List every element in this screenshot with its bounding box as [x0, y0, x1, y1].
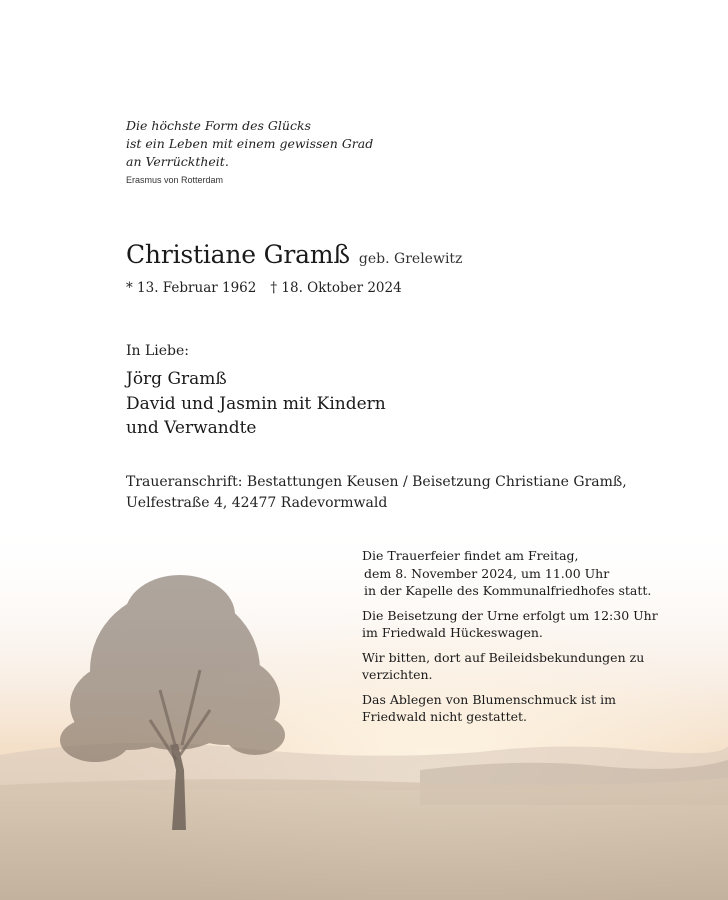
mourner-name: David und Jasmin mit Kindern [126, 393, 386, 414]
quote-author: Erasmus von Rotterdam [126, 175, 224, 185]
urn-burial-paragraph [362, 607, 662, 642]
address-line: Traueranschrift: Bestattungen Keusen / Beisetzung Christiane Gramß, [126, 474, 627, 490]
service-line: in der Kapelle des Kommunalfriedhofes statt. [364, 583, 652, 598]
condolence-paragraph [362, 649, 662, 684]
mourner-name: und Verwandte [126, 418, 257, 438]
mourners-list [126, 367, 386, 441]
service-line: Die Trauerfeier findet am Freitag, [362, 548, 579, 563]
service-line: Friedwald nicht gestattet. [362, 709, 527, 724]
mourner-name: Jörg Gramß [126, 369, 227, 389]
service-line: verzichten. [362, 667, 433, 682]
deceased-name-line [126, 240, 462, 269]
maiden-name: geb. Grelewitz [358, 251, 463, 267]
service-line: dem 8. November 2024, um 11.00 Uhr [364, 565, 610, 581]
service-info [362, 547, 662, 733]
service-line: Das Ablegen von Blumenschmuck ist im [362, 691, 617, 707]
service-line: Die Beisetzung der Urne erfolgt um 12:30 Uhr [362, 607, 658, 623]
quote-line: Die höchste Form des Glücks [126, 118, 311, 133]
quote [126, 117, 373, 171]
mourning-address [126, 472, 627, 514]
quote-line: ist ein Leben mit einem gewissen Grad [126, 136, 374, 151]
address-line: Uelfestraße 4, 42477 Radevormwald [126, 495, 388, 511]
death-date: † 18. Oktober 2024 [270, 280, 402, 296]
flowers-paragraph [362, 691, 662, 726]
service-line: Wir bitten, dort auf Beileidsbekundungen zu [362, 649, 645, 665]
service-line: im Friedwald Hückeswagen. [362, 625, 543, 640]
deceased-name: Christiane Gramß [126, 240, 350, 269]
quote-line: an Verrücktheit. [126, 154, 229, 169]
life-dates [126, 280, 402, 296]
funeral-service-paragraph [362, 547, 662, 600]
mourners-label: In Liebe: [126, 343, 190, 359]
birth-date: * 13. Februar 1962 [126, 280, 257, 296]
